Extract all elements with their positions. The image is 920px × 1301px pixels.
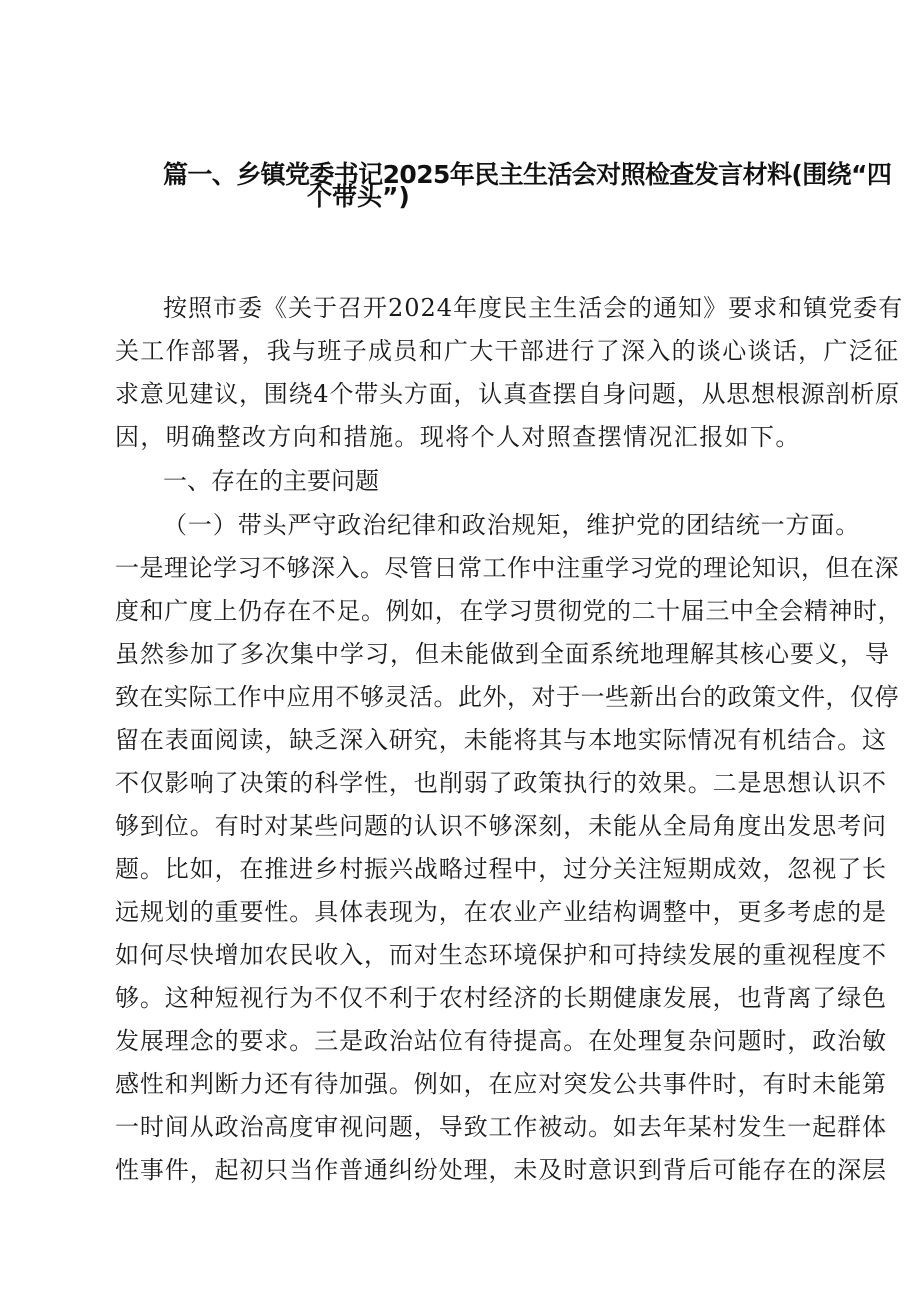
paragraph-line: （一）带头严守政治纪律和政治规矩，维护党的团结统一方面。 (163, 511, 861, 539)
paragraph-line: 题。比如，在推进乡村振兴战略过程中，过分关注短期成效，忽视了长 (115, 855, 887, 883)
document-title-line-1: 篇一、乡镇党委书记2025年民主生活会对照检查发言材料(围绕“四 (163, 160, 892, 189)
paragraph-line: 留在表面阅读，缺乏深入研究，未能将其与本地实际情况有机结合。这 (115, 726, 887, 754)
document-title-line-2: 个带头”) (307, 182, 410, 211)
paragraph-line: 不仅影响了决策的科学性，也削弱了政策执行的效果。二是思想认识不 (115, 769, 887, 797)
paragraph-line: 关工作部署，我与班子成员和广大干部进行了深入的谈心谈话，广泛征 (115, 337, 900, 365)
paragraph-line: 发展理念的要求。三是政治站位有待提高。在处理复杂问题时，政治敏 (115, 1027, 887, 1055)
paragraph-line: 虽然参加了多次集中学习，但未能做到全面系统地理解其核心要义，导 (115, 640, 890, 668)
section-heading: 一、存在的主要问题 (163, 467, 379, 495)
paragraph-line: 一是理论学习不够深入。尽管日常工作中注重学习党的理论知识，但在深 (115, 554, 899, 582)
paragraph-line: 够到位。有时对某些问题的认识不够深刻，未能从全局角度出发思考问 (115, 812, 887, 840)
paragraph-line: 够。这种短视行为不仅不利于农村经济的长期健康发展，也背离了绿色 (115, 984, 887, 1012)
paragraph-line: 一时间从政治高度审视问题，导致工作被动。如去年某村发生一起群体 (115, 1113, 887, 1141)
paragraph-line: 度和广度上仍存在不足。例如，在学习贯彻党的二十届三中全会精神时， (115, 597, 903, 625)
paragraph-line: 如何尽快增加农民收入，而对生态环境保护和可持续发展的重视程度不 (115, 941, 887, 969)
paragraph-line: 远规划的重要性。具体表现为，在农业产业结构调整中，更多考虑的是 (115, 898, 887, 926)
paragraph-line: 因，明确整改方向和措施。现将个人对照查摆情况汇报如下。 (115, 423, 801, 451)
paragraph-line: 性事件，起初只当作普通纠纷处理，未及时意识到背后可能存在的深层 (115, 1156, 887, 1184)
paragraph-line: 求意见建议，围绕4个带头方面，认真查摆自身问题，从思想根源剖析原 (115, 380, 900, 408)
paragraph-line: 感性和判断力还有待加强。例如，在应对突发公共事件时，有时未能第 (115, 1070, 887, 1098)
paragraph-line: 按照市委《关于召开2024年度民主生活会的通知》要求和镇党委有 (163, 294, 904, 322)
paragraph-line: 致在实际工作中应用不够灵活。此外，对于一些新出台的政策文件，仅停 (115, 683, 899, 711)
